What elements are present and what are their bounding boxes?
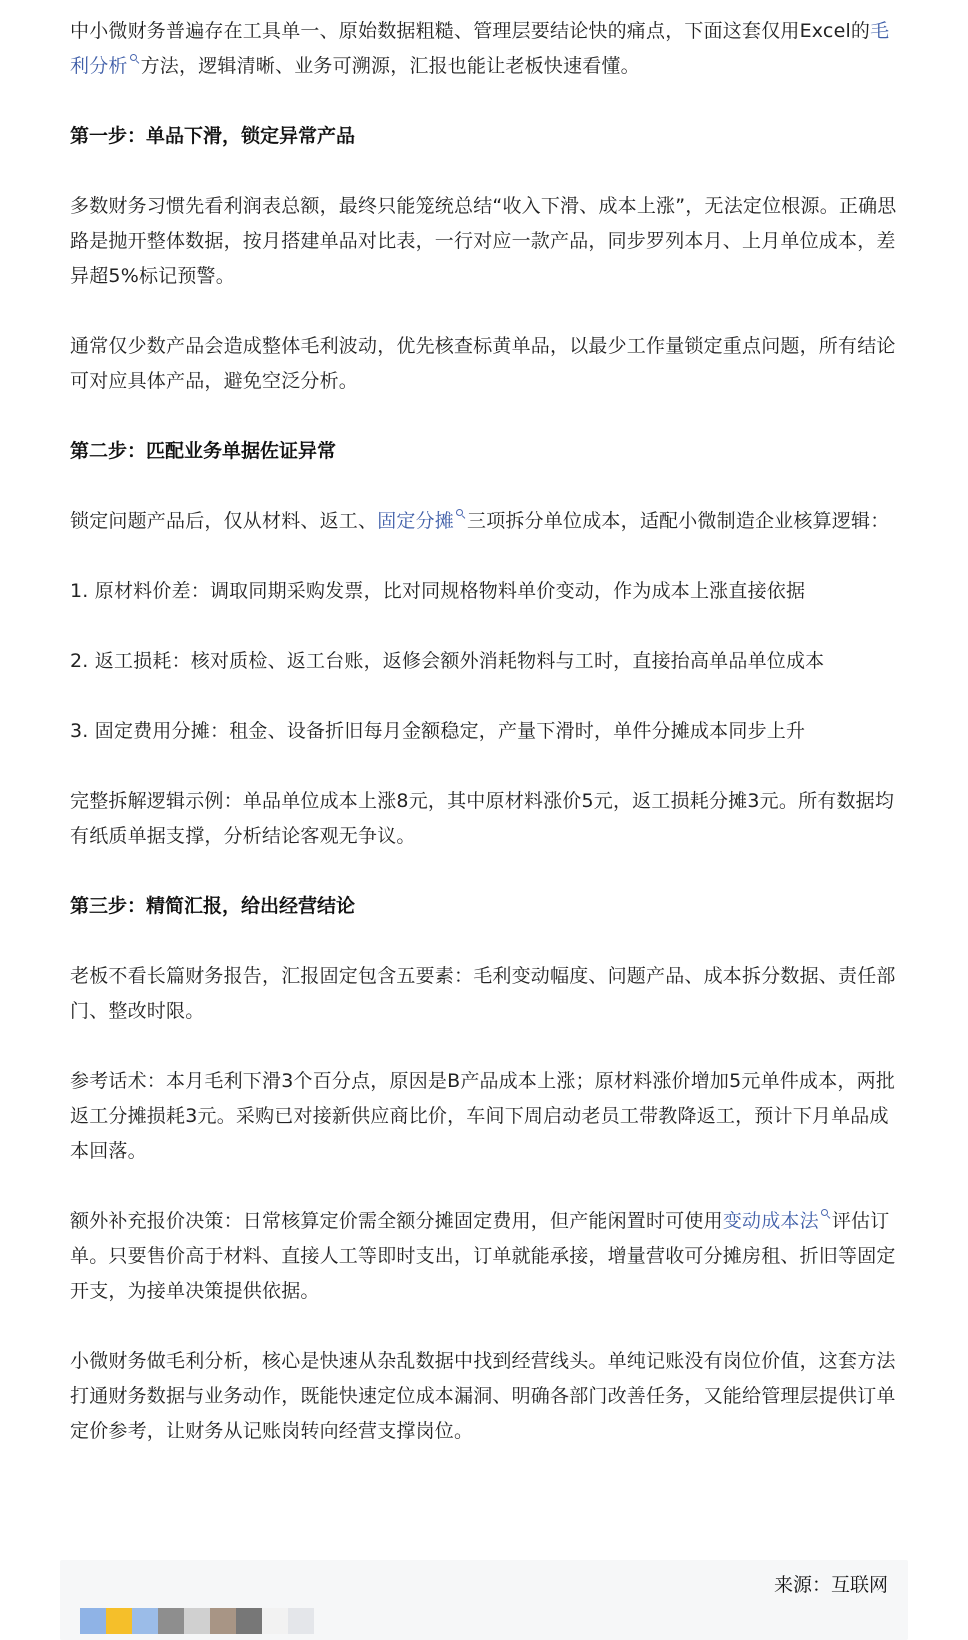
intro-text-start: 中小微财务普遍存在工具单一、原始数据粗糙、管理层要结论快的痛点，下面这套仅用Excel的 [70, 20, 871, 42]
step3-paragraph-1: 老板不看长篇财务报告，汇报固定包含五要素：毛利变动幅度、问题产品、成本拆分数据、责任部门、整改时限。 [70, 965, 896, 1022]
blurred-image-strip [80, 1608, 314, 1634]
intro-text-end: 方法，逻辑清晰、业务可溯源，汇报也能让老板快速看懂。 [140, 55, 640, 77]
step3-paragraph-2: 参考话术：本月毛利下滑3个百分点，原因是B产品成本上涨；原材料涨价增加5元单件成本，两批返工分摊损耗3元。采购已对接新供应商比价，车间下周启动老员工带教降返工，预计下月单品成本回落。 [70, 1070, 896, 1162]
intro-paragraph [70, 14, 900, 84]
article-body [70, 14, 900, 1449]
step2-list-item-1: 1. 原材料价差：调取同期采购发票，比对同规格物料单价变动，作为成本上涨直接依据 [70, 580, 806, 602]
step3-paragraph-3 [70, 1204, 900, 1309]
source-card [60, 1560, 908, 1640]
blurred-swatch [210, 1608, 236, 1634]
step3-p3-text-start: 额外补充报价决策：日常核算定价需全额分摊固定费用，但产能闲置时可使用 [70, 1210, 723, 1232]
blurred-swatch [288, 1608, 314, 1634]
step2-intro-text-start: 锁定问题产品后，仅从材料、返工、 [70, 510, 378, 532]
fixed-allocation-link[interactable]: 固定分摊 [377, 510, 455, 532]
step1-paragraph-2: 通常仅少数产品会造成整体毛利波动，优先核查标黄单品，以最少工作量锁定重点问题，所有结论可对应具体产品，避免空泛分析。 [70, 335, 896, 392]
blurred-swatch [236, 1608, 262, 1634]
step3-p3-text-end: 评估订单。只要售价高于材料、直接人工等即时支出，订单就能承接，增量营收可分摊房租、折旧等固定开支，为接单决策提供依据。 [70, 1210, 896, 1302]
source-label: 来源：互联网 [773, 1574, 888, 1596]
variable-costing-link[interactable]: 变动成本法 [722, 1210, 819, 1232]
step2-heading: 第二步：匹配业务单据佐证异常 [70, 440, 337, 462]
step1-heading: 第一步：单品下滑，锁定异常产品 [70, 125, 356, 147]
step3-heading: 第三步：精简汇报，给出经营结论 [70, 895, 356, 917]
gross-margin-analysis-link[interactable]: 毛利分析 [70, 20, 890, 77]
step2-intro-text-end: 三项拆分单位成本，适配小微制造企业核算逻辑： [467, 510, 890, 532]
blurred-swatch [80, 1608, 106, 1634]
blurred-swatch [106, 1608, 132, 1634]
search-icon[interactable] [821, 1209, 830, 1218]
step2-example-paragraph: 完整拆解逻辑示例：单品单位成本上涨8元，其中原材料涨价5元，返工损耗分摊3元。所有数据均有纸质单据支撑，分析结论客观无争议。 [70, 790, 895, 847]
blurred-swatch [184, 1608, 210, 1634]
conclusion-paragraph: 小微财务做毛利分析，核心是快速从杂乱数据中找到经营线头。单纯记账没有岗位价值，这套方法打通财务数据与业务动作，既能快速定位成本漏洞、明确各部门改善任务，又能给管理层提供订单定价参考，让财务从记账岗转向经营支撑岗位。 [70, 1350, 896, 1442]
step2-intro-paragraph [70, 504, 900, 539]
search-icon[interactable] [130, 54, 139, 63]
step1-paragraph-1: 多数财务习惯先看利润表总额，最终只能笼统总结“收入下滑、成本上涨”，无法定位根源。正确思路是抛开整体数据，按月搭建单品对比表，一行对应一款产品，同步罗列本月、上月单位成本，差异超5%标记预警。 [70, 195, 897, 287]
blurred-swatch [132, 1608, 158, 1634]
blurred-swatch [262, 1608, 288, 1634]
search-icon[interactable] [456, 509, 465, 518]
step2-list-item-3: 3. 固定费用分摊：租金、设备折旧每月金额稳定，产量下滑时，单件分摊成本同步上升 [70, 720, 806, 742]
step2-list-item-2: 2. 返工损耗：核对质检、返工台账，返修会额外消耗物料与工时，直接抬高单品单位成本 [70, 650, 825, 672]
blurred-swatch [158, 1608, 184, 1634]
